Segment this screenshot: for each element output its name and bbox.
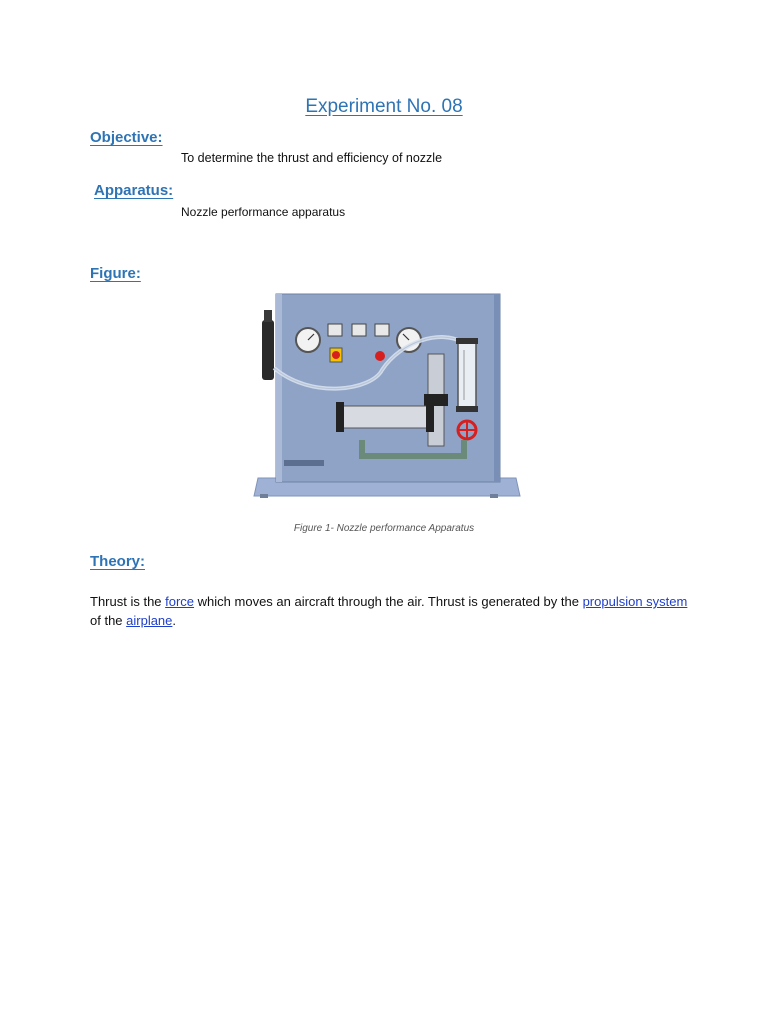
apparatus-text: Nozzle performance apparatus bbox=[181, 205, 346, 219]
theory-paragraph bbox=[90, 592, 690, 630]
theory-heading: Theory: bbox=[90, 553, 146, 570]
figure-caption: Figure 1- Nozzle performance Apparatus bbox=[293, 523, 475, 534]
theory-text-3: of the bbox=[90, 613, 127, 628]
theory-text-1: Thrust is the bbox=[90, 594, 166, 609]
airplane-link[interactable]: airplane bbox=[126, 613, 173, 628]
objective-heading: Objective: bbox=[90, 129, 163, 146]
nozzle-apparatus-illustration bbox=[252, 290, 522, 502]
propulsion-system-link[interactable]: propulsion system bbox=[582, 594, 688, 609]
force-link[interactable]: force bbox=[165, 594, 195, 609]
theory-text-4: . bbox=[172, 613, 177, 628]
apparatus-heading: Apparatus: bbox=[94, 182, 174, 199]
apparatus-figure bbox=[252, 290, 522, 502]
objective-text: To determine the thrust and efficiency of nozzle bbox=[181, 151, 443, 165]
theory-text-2: which moves an aircraft through the air. Thrust is generated by the bbox=[194, 594, 583, 609]
figure-heading: Figure: bbox=[90, 265, 141, 282]
page-title: Experiment No. 08 bbox=[305, 96, 463, 117]
